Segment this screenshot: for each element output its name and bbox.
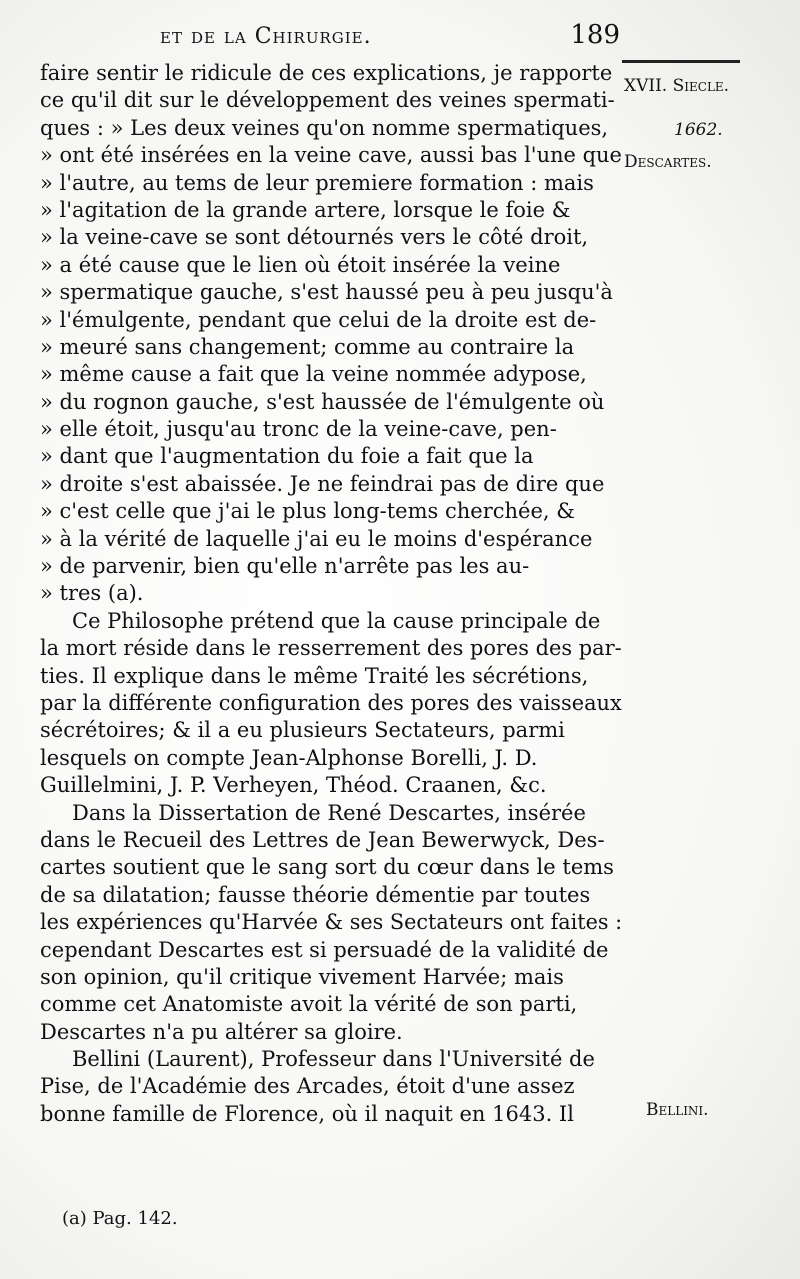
page-number: 189	[570, 20, 620, 50]
text-line: son opinion, qu'il critique vivement Harvée; mais	[40, 964, 564, 989]
text-line: la mort réside dans le resserrement des pores des par-	[40, 636, 622, 661]
margin-note-descartes: Descartes.	[624, 152, 712, 172]
text-line: » du rognon gauche, s'est haussée de l'émulgente où	[40, 389, 605, 414]
text-line: » spermatique gauche, s'est haussé peu à peu jusqu'à	[40, 280, 613, 305]
text-line: » tres (a).	[40, 581, 144, 606]
text-line: ce qu'il dit sur le développement des veines spermati-	[40, 88, 615, 113]
text-line: comme cet Anatomiste avoit la vérité de son parti,	[40, 992, 578, 1017]
text-line: Bellini (Laurent), Professeur dans l'Université de	[72, 1047, 595, 1072]
text-line: Descartes n'a pu altérer sa gloire.	[40, 1019, 403, 1044]
text-line: Guillelmini, J. P. Verheyen, Théod. Craanen, &c.	[40, 773, 547, 798]
text-line: » droite s'est abaissée. Je ne feindrai pas de dire que	[40, 471, 605, 496]
text-line: Pise, de l'Académie des Arcades, étoit d'une assez	[40, 1074, 575, 1099]
text-line: les expériences qu'Harvée & ses Sectateurs ont faites :	[40, 910, 623, 935]
text-line: » ont été insérées en la veine cave, aussi bas l'une que	[40, 143, 622, 168]
text-line: faire sentir le ridicule de ces explications, je rapporte	[40, 61, 613, 85]
text-line: bonne famille de Florence, où il naquit en 1643. Il	[40, 1101, 574, 1126]
text-line: » l'agitation de la grande artere, lorsque le foie &	[40, 197, 571, 222]
text-line: » l'émulgente, pendant que celui de la droite est de-	[40, 307, 597, 332]
running-head: et de la Chirurgie.	[160, 24, 372, 49]
text-line: sécrétoires; & il a eu plusieurs Sectateurs, parmi	[40, 718, 565, 743]
footnote: (a) Pag. 142.	[62, 1208, 178, 1229]
margin-note-bellini: Bellini.	[646, 1100, 709, 1120]
text-line: » dant que l'augmentation du foie a fait que la	[40, 444, 534, 469]
text-line: cartes soutient que le sang sort du cœur dans le tems	[40, 855, 614, 880]
text-line: ques : » Les deux veines qu'on nomme spermatiques,	[40, 115, 609, 140]
text-line: » de parvenir, bien qu'elle n'arrête pas les au-	[40, 554, 530, 579]
text-line: » même cause a fait que la veine nommée adypose,	[40, 362, 587, 387]
text-line: Ce Philosophe prétend que la cause principale de	[72, 608, 601, 633]
text-line: de sa dilatation; fausse théorie démentie par toutes	[40, 882, 591, 907]
text-line: dans le Recueil des Lettres de Jean Bewerwyck, Des-	[40, 827, 605, 852]
text-line: » à la vérité de laquelle j'ai eu le moins d'espérance	[40, 526, 593, 551]
text-line: cependant Descartes est si persuadé de la validité de	[40, 937, 609, 962]
text-line: par la différente configuration des pores des vaisseaux	[40, 690, 622, 715]
text-line: » la veine-cave se sont détournés vers le côté droit,	[40, 225, 589, 250]
page-header	[160, 20, 620, 56]
text-line: » meuré sans changement; comme au contraire la	[40, 334, 575, 359]
main-text	[40, 60, 622, 1128]
text-line: ties. Il explique dans le même Traité les sécrétions,	[40, 663, 589, 688]
text-line: lesquels on compte Jean-Alphonse Borelli, J. D.	[40, 745, 538, 770]
text-line: » l'autre, au tems de leur premiere formation : mais	[40, 170, 594, 195]
text-line: » elle étoit, jusqu'au tronc de la veine-cave, pen-	[40, 417, 557, 442]
text-line: » c'est celle que j'ai le plus long-tems cherchée, &	[40, 499, 575, 524]
margin-rule	[622, 60, 740, 63]
text-line: Dans la Dissertation de René Descartes, insérée	[72, 800, 586, 825]
margin-note-year: 1662.	[674, 120, 723, 140]
text-line: » a été cause que le lien où étoit insérée la veine	[40, 252, 561, 277]
margin-note-century: XVII. Siecle.	[624, 76, 730, 96]
